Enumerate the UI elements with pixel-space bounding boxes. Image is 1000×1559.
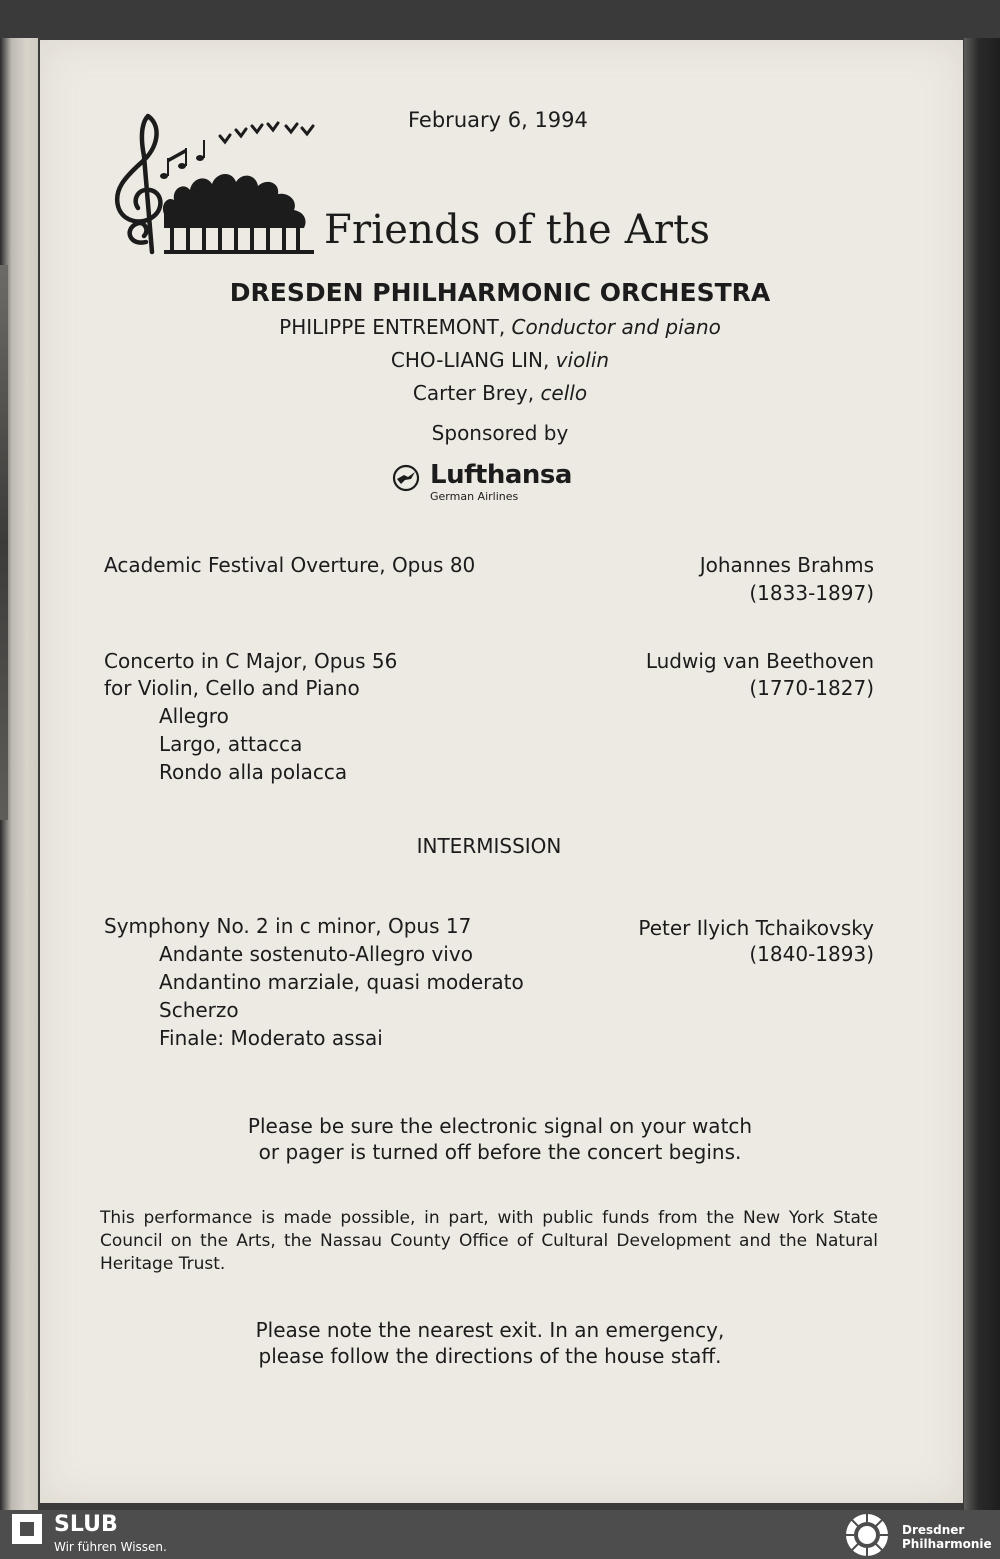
performer-line	[0, 381, 1000, 405]
piece-title: Symphony No. 2 in c minor, Opus 17	[104, 914, 472, 938]
performer-role: cello	[540, 381, 588, 405]
partner-name-line: Dresdner	[902, 1523, 965, 1537]
exit-notice-line: Please note the nearest exit. In an emergency,	[255, 1318, 725, 1342]
orchestra-name: DRESDEN PHILHARMONIC ORCHESTRA	[229, 278, 771, 307]
scan-right-edge	[964, 38, 1000, 1510]
performer-name: PHILIPPE ENTREMONT,	[279, 315, 506, 339]
organization-name: Friends of the Arts	[324, 207, 711, 253]
movement: Scherzo	[159, 998, 239, 1022]
piece-title: Academic Festival Overture, Opus 80	[104, 553, 476, 577]
movement: Rondo alla polacca	[159, 760, 348, 784]
composer-dates: (1840-1893)	[749, 942, 874, 966]
sponsored-by-label: Sponsored by	[431, 421, 569, 445]
watch-notice-line: Please be sure the electronic signal on your watch	[247, 1114, 753, 1138]
composer-dates: (1770-1827)	[749, 676, 874, 700]
movement: Largo, attacca	[159, 732, 303, 756]
library-name: SLUB	[54, 1512, 118, 1537]
piece-composer: Ludwig van Beethoven	[645, 649, 874, 673]
performer-line	[0, 315, 1000, 339]
lufthansa-crane-icon	[392, 464, 420, 492]
performer-name: Carter Brey,	[412, 381, 535, 405]
partner-name	[902, 1523, 992, 1551]
movement: Allegro	[159, 704, 229, 728]
performer-line	[0, 348, 1000, 372]
sponsor-subtitle: German Airlines	[430, 490, 519, 503]
slub-logo-icon	[12, 1514, 42, 1544]
performer-role: violin	[555, 348, 610, 372]
movement: Andante sostenuto-Allegro vivo	[159, 942, 473, 966]
sponsor-name: Lufthansa	[430, 460, 572, 490]
watch-notice-line: or pager is turned off before the concert begins.	[258, 1140, 742, 1164]
exit-notice-line: please follow the directions of the house staff.	[258, 1344, 722, 1368]
movement: Andantino marziale, quasi moderato	[159, 970, 524, 994]
piece-composer: Johannes Brahms	[699, 553, 874, 577]
performer-name: CHO-LIANG LIN,	[390, 348, 550, 372]
concert-date: February 6, 1994	[408, 108, 588, 132]
piece-composer: Peter Ilyich Tchaikovsky	[638, 916, 874, 940]
funding-notice: This performance is made possible, in part, with public funds from the New York State Council on the Arts, the Nassau County Office of Cultural Development and the Natural Heritage Trust.	[100, 1208, 878, 1274]
intermission: INTERMISSION	[416, 834, 562, 858]
performer-role: Conductor and piano	[511, 315, 721, 339]
friends-of-the-arts-logo	[108, 112, 323, 260]
library-tagline: Wir führen Wissen.	[54, 1540, 167, 1554]
sponsor-logo	[392, 460, 572, 506]
piece-title: Concerto in C Major, Opus 56	[104, 649, 398, 673]
dresdner-philharmonie-logo-icon	[842, 1512, 892, 1558]
movement: Finale: Moderato assai	[159, 1026, 383, 1050]
partner-name-line: Philharmonie	[902, 1537, 992, 1551]
piece-title: for Violin, Cello and Piano	[104, 676, 360, 700]
composer-dates: (1833-1897)	[749, 581, 874, 605]
